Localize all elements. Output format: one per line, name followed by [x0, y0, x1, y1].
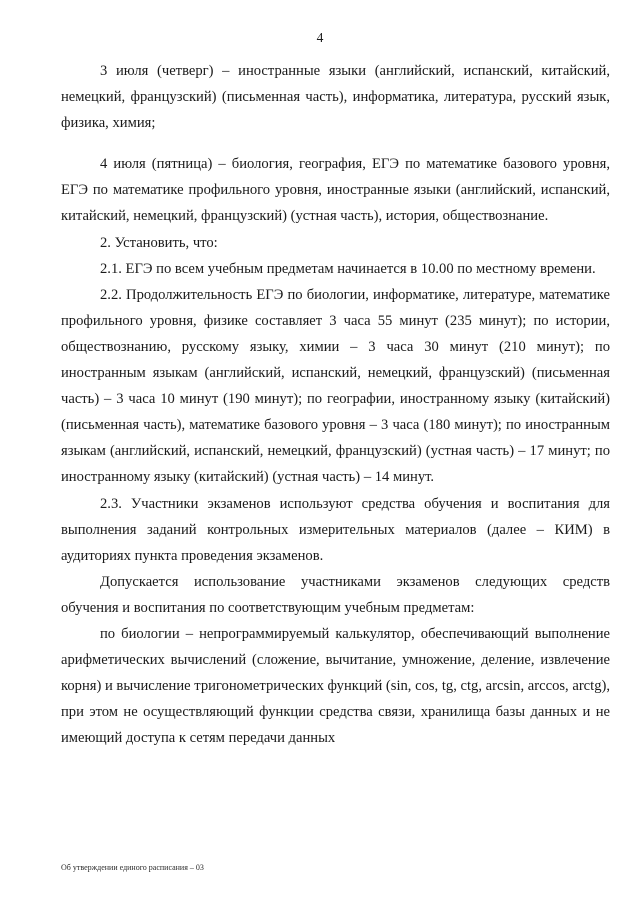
- paragraph-allowed-means: Допускается использование участниками экзаменов следующих средств обучения и воспитания по соответствующим учебным предметам:: [61, 573, 610, 616]
- paragraph-item-2-3: 2.3. Участники экзаменов используют средства обучения и воспитания для выполнения заданий контрольных измерительных материалов (далее – КИМ) в аудиториях пункта проведения экзаменов.: [61, 495, 610, 564]
- paragraph-july-3: 3 июля (четверг) – иностранные языки (английский, испанский, китайский, немецкий, французский) (письменная часть), информатика, литература, русский язык, физика, химия;: [61, 63, 610, 132]
- paragraph-july-4: 4 июля (пятница) – биология, география, ЕГЭ по математике базового уровня, ЕГЭ по математике профильного уровня, иностранные языки (английский, испанский, китайский, немецкий, французский) (устная часть), история, обществознание.: [61, 156, 610, 225]
- paragraph-biology: по биологии – непрограммируемый калькулятор, обеспечивающий выполнение арифметических вычислений (сложение, вычитание, умножение, деление, извлечение корня) и вычисление тригонометрических функций (sin, cos, tg, ctg, arcsin, arccos, arctg), при этом не осуществляющий функции средства связи, хранилища базы данных и не имеющий доступа к сетям передачи данных: [61, 625, 611, 747]
- document-body: [61, 58, 610, 751]
- document-footer: Об утверждении единого расписания – 03: [61, 863, 204, 872]
- page-number: 4: [316, 30, 324, 45]
- paragraph-item-2: 2. Установить, что:: [100, 234, 218, 251]
- paragraph-item-2-2: 2.2. Продолжительность ЕГЭ по биологии, информатике, литературе, математике профильного уровня, физике составляет 3 часа 55 минут (235 минут); по истории, обществознанию, русскому языку, химии – 3 часа 30 минут (210 минут); по иностранным языкам (английский, испанский, немецкий, французский) (письменная часть) – 3 часа 10 минут (190 минут); по географии, иностранному языку (китайский) (письменная часть), математике базового уровня – 3 часа (180 минут); по иностранным языкам (английский, испанский, немецкий, французский) (устная часть) – 17 минут; по иностранному языку (китайский) (устная часть) – 14 минут.: [61, 286, 610, 486]
- paragraph-item-2-1: 2.1. ЕГЭ по всем учебным предметам начинается в 10.00 по местному времени.: [100, 260, 596, 277]
